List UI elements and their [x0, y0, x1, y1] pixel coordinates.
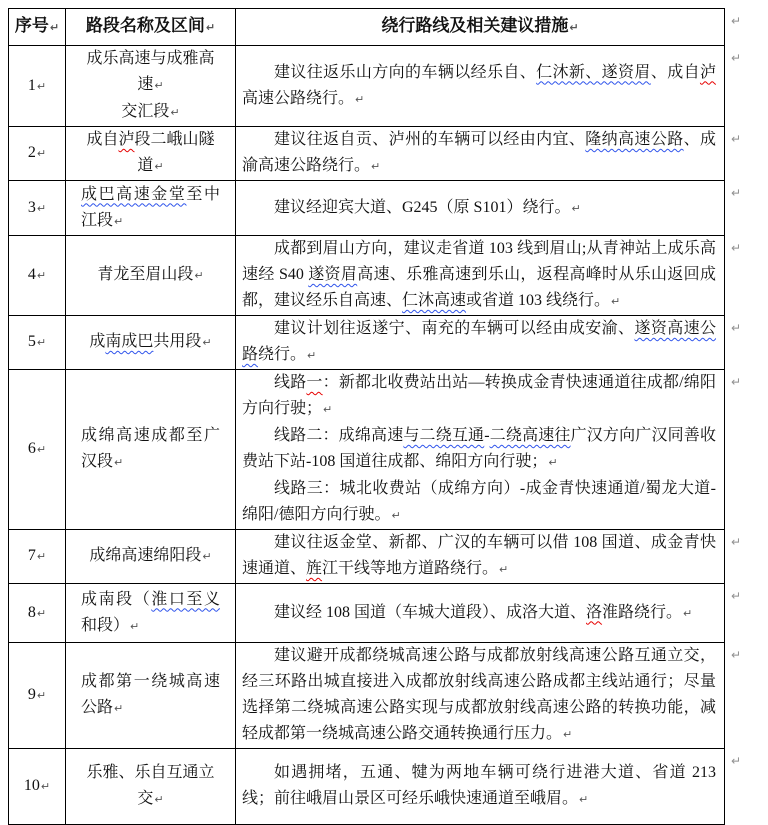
paragraph-mark-icon: ↵	[571, 201, 581, 215]
paragraph-mark-icon: ↵	[36, 689, 47, 702]
row-number-cell	[9, 236, 66, 316]
spellcheck-blue-underline: 隆纳高速公路	[585, 131, 684, 148]
text-run: 江干线等地方道路绕行。	[322, 560, 499, 577]
spellcheck-blue-underline: 成巴高速金堂	[81, 185, 187, 203]
advice-paragraph	[242, 760, 716, 813]
advice-paragraph	[242, 127, 716, 180]
text-run: 成	[89, 333, 106, 350]
text-run: 成都第一绕城高速公路	[81, 673, 220, 716]
text-run: 成南段（	[81, 590, 152, 608]
text-run: 成乐高速与成雅高速	[86, 50, 215, 93]
text-run: 成都到眉山方向，建议走省道 103 线到眉山;从青神站上成乐高速经 S40	[242, 240, 716, 283]
paragraph-mark-icon: ↵	[307, 349, 317, 362]
paragraph-mark-icon: ↵	[114, 456, 124, 469]
section-cell	[66, 181, 236, 236]
paragraph-mark-icon: ↵	[194, 269, 204, 282]
row-end-mark-icon: ↵	[731, 186, 742, 200]
section-cell	[66, 46, 236, 127]
header-cell-advice	[236, 9, 725, 46]
spellcheck-blue-underline: 二绕高速往	[489, 427, 571, 444]
paragraph-mark-icon: ↵	[391, 509, 401, 522]
paragraph-mark-icon: ↵	[49, 21, 60, 34]
section-paragraph	[81, 760, 220, 813]
paragraph-mark-icon: ↵	[569, 21, 579, 34]
section-paragraph	[81, 182, 220, 235]
row-end-mark-icon: ↵	[731, 51, 742, 65]
advice-cell	[236, 46, 725, 127]
text-run: ：新都北收费站出站—转换成金青快速通道往成都/绵阳方向行驶；	[242, 374, 716, 417]
spellcheck-blue-underline: 遂资高速公路	[242, 320, 716, 363]
detour-advice-table	[8, 8, 725, 825]
header-label: 绕行路线及相关建议措施	[381, 16, 569, 35]
table-row	[9, 46, 725, 127]
paragraph-mark-icon: ↵	[36, 336, 47, 349]
row-end-mark-icon: ↵	[731, 321, 742, 335]
text-run: 成自	[86, 131, 119, 148]
text-run: 和段）	[81, 616, 130, 634]
section-cell	[66, 316, 236, 370]
row-end-mark-icon: ↵	[731, 589, 742, 603]
row-number: 9	[27, 686, 36, 703]
header-cell-number	[9, 9, 66, 46]
advice-paragraph	[242, 316, 716, 369]
section-cell	[66, 236, 236, 316]
text-run: 淮路绕行。	[602, 603, 683, 621]
table-row	[9, 643, 725, 749]
section-paragraph	[81, 127, 220, 180]
section-paragraph	[81, 99, 220, 126]
text-run: 青龙至眉山段	[97, 266, 194, 283]
section-paragraph	[81, 587, 220, 640]
text-run: 高速、乐雅高速到乐山，返程高峰时从乐山返回成都，建议经乐自高速、	[242, 266, 716, 309]
paragraph-mark-icon: ↵	[36, 606, 47, 620]
advice-cell	[236, 127, 725, 181]
paragraph-mark-icon: ↵	[323, 403, 333, 416]
section-paragraph	[81, 329, 220, 356]
spellcheck-red-underline: 洛	[586, 603, 603, 621]
paragraph-mark-icon: ↵	[36, 201, 47, 215]
section-paragraph	[81, 423, 220, 476]
text-run: 成绵高速成都至广汉段	[81, 427, 220, 470]
text-run: 建议经迎宾大道、G245（原 S101）绕行。	[274, 198, 571, 216]
text-run: 高速公路绕行。	[242, 89, 355, 107]
spellcheck-red-underline: 一	[306, 374, 323, 391]
text-run: 建议避开成都绕城高速公路与成都放射线高速公路互通立交，经三环路出城直接进入成都放射线高速公路成都主线站通行；尽量选择第二绕城高速公路实现与成都放射线高速公路的转换功能，减轻成都第一绕城高速公路交通转换通行压力。	[242, 647, 716, 742]
advice-paragraph	[242, 530, 716, 583]
paragraph-mark-icon: ↵	[202, 336, 212, 349]
section-cell	[66, 530, 236, 584]
paragraph-mark-icon: ↵	[154, 160, 164, 173]
advice-cell	[236, 530, 725, 584]
table-row	[9, 127, 725, 181]
advice-paragraph	[242, 60, 716, 113]
paragraph-mark-icon: ↵	[114, 702, 124, 715]
text-run: 广汉方向广汉同善收费站下站-108 国道往成都、绵阳方向行驶；	[242, 427, 716, 470]
paragraph-mark-icon: ↵	[36, 550, 47, 563]
text-run: 至中江段	[81, 185, 220, 229]
text-run: 建议往返乐山方向的车辆以经乐自、	[274, 63, 537, 81]
paragraph-mark-icon: ↵	[371, 160, 381, 173]
paragraph-mark-icon: ↵	[563, 728, 573, 741]
section-cell	[66, 127, 236, 181]
table-row	[9, 530, 725, 584]
text-run: 绕行。	[258, 346, 307, 363]
text-run: 段二峨山隧道	[134, 131, 215, 174]
table-row	[9, 236, 725, 316]
text-run: 建议往返自贡、泸州的车辆可以经由内宜、	[274, 131, 586, 148]
paragraph-mark-icon: ↵	[40, 780, 51, 793]
advice-paragraph	[242, 195, 716, 222]
paragraph-mark-icon: ↵	[170, 106, 180, 119]
paragraph-mark-icon: ↵	[205, 21, 216, 34]
row-number-cell	[9, 643, 66, 749]
advice-cell	[236, 584, 725, 643]
row-number: 5	[27, 333, 36, 350]
row-number-cell	[9, 370, 66, 530]
row-number: 10	[23, 777, 40, 794]
section-paragraph	[81, 669, 220, 722]
spellcheck-blue-underline: 淮口至义	[151, 590, 220, 608]
row-end-mark-icon: ↵	[731, 241, 742, 255]
row-number: 2	[27, 144, 36, 161]
spellcheck-blue-underline: 遂资眉	[308, 266, 358, 283]
row-end-mark-icon: ↵	[731, 754, 742, 768]
spellcheck-blue-underline: 与二绕互通	[403, 427, 485, 444]
table-row	[9, 370, 725, 530]
paragraph-mark-icon: ↵	[36, 79, 47, 93]
paragraph-mark-icon: ↵	[202, 550, 212, 563]
row-number-cell	[9, 46, 66, 127]
text-run: 成绵高速绵阳段	[89, 547, 202, 564]
advice-cell	[236, 181, 725, 236]
spellcheck-red-underline: 旌	[306, 560, 323, 577]
row-number: 3	[27, 198, 36, 216]
text-run: 线路三：城北收费站（成绵方向）-成金青快速通道/蜀龙大道-绵阳/德阳方向行驶。	[242, 480, 716, 523]
row-number-cell	[9, 181, 66, 236]
row-number: 8	[27, 603, 36, 621]
advice-cell	[236, 749, 725, 825]
advice-paragraph	[242, 236, 716, 315]
text-run: -	[484, 427, 490, 444]
section-cell	[66, 370, 236, 530]
table-row	[9, 316, 725, 370]
section-cell	[66, 749, 236, 825]
row-number-cell	[9, 316, 66, 370]
paragraph-mark-icon: ↵	[548, 456, 558, 469]
advice-paragraph	[242, 476, 716, 529]
row-number-cell	[9, 584, 66, 643]
paragraph-mark-icon: ↵	[36, 269, 47, 282]
row-end-mark-icon: ↵	[731, 375, 742, 389]
advice-paragraph	[242, 643, 716, 748]
spellcheck-red-underline: 泸	[118, 131, 135, 148]
paragraph-mark-icon: ↵	[683, 606, 693, 620]
text-run: 或省道 103 线绕行。	[466, 292, 611, 309]
row-number-cell	[9, 127, 66, 181]
paragraph-mark-icon: ↵	[579, 793, 589, 806]
text-run: 交汇段	[121, 103, 170, 120]
header-cell-section	[66, 9, 236, 46]
text-run: 、成自	[650, 63, 700, 81]
header-label: 路段名称及区间	[85, 16, 205, 35]
section-cell	[66, 643, 236, 749]
row-end-mark-icon: ↵	[731, 535, 742, 549]
header-label: 序号	[14, 16, 49, 35]
text-run: 乐雅、乐自互通立交	[86, 764, 215, 807]
advice-paragraph	[242, 370, 716, 423]
row-number-cell	[9, 530, 66, 584]
paragraph-mark-icon: ↵	[36, 147, 47, 160]
text-run: 、成渝高速公路绕行。	[242, 131, 716, 174]
row-end-mark-icon: ↵	[731, 648, 742, 662]
text-run: 建议往返金堂、新都、广汉的车辆可以借 108 国道、成金青快速通道、	[242, 534, 716, 577]
row-end-mark-icon: ↵	[731, 132, 742, 146]
text-run: 线路	[274, 374, 307, 391]
advice-cell	[236, 236, 725, 316]
paragraph-mark-icon: ↵	[130, 619, 140, 633]
spellcheck-blue-underline: 仁沐高速	[402, 292, 467, 309]
row-number: 1	[27, 76, 36, 94]
advice-paragraph	[242, 423, 716, 476]
row-number-cell	[9, 749, 66, 825]
advice-cell	[236, 316, 725, 370]
table-row	[9, 181, 725, 236]
header-row	[9, 9, 725, 46]
paragraph-mark-icon: ↵	[154, 79, 164, 92]
spellcheck-red-underline: 泸	[699, 63, 716, 81]
spellcheck-blue-underline: 南成巴	[105, 333, 154, 350]
section-paragraph	[81, 543, 220, 570]
text-run: 共用段	[153, 333, 202, 350]
paragraph-mark-icon: ↵	[154, 793, 164, 806]
row-number: 4	[27, 266, 36, 283]
text-run: 建议计划往返遂宁、南充的车辆可以经由成安渝、	[274, 320, 635, 337]
advice-paragraph	[242, 600, 716, 627]
paragraph-mark-icon: ↵	[355, 92, 365, 106]
row-number: 6	[27, 440, 36, 457]
text-run: 建议经 108 国道（车城大道段）、成洛大道、	[274, 603, 587, 621]
paragraph-mark-icon: ↵	[499, 563, 509, 576]
text-run: 线路二：成绵高速	[274, 427, 404, 444]
text-run: 如遇拥堵，五通、犍为两地车辆可绕行进港大道、省道 213 线；前往峨眉山景区可经乐峨快速通道至峨眉。	[242, 764, 716, 807]
table-row	[9, 749, 725, 825]
paragraph-mark-icon: ↵	[611, 295, 621, 308]
section-cell	[66, 584, 236, 643]
table-row	[9, 584, 725, 643]
paragraph-mark-icon: ↵	[36, 443, 47, 456]
row-end-mark-icon: ↵	[731, 14, 742, 28]
spellcheck-blue-underline: 仁沐新、遂资眉	[536, 63, 651, 81]
advice-cell	[236, 370, 725, 530]
row-number: 7	[27, 547, 36, 564]
section-paragraph	[81, 262, 220, 289]
paragraph-mark-icon: ↵	[114, 214, 124, 228]
section-paragraph	[81, 46, 220, 99]
advice-cell	[236, 643, 725, 749]
